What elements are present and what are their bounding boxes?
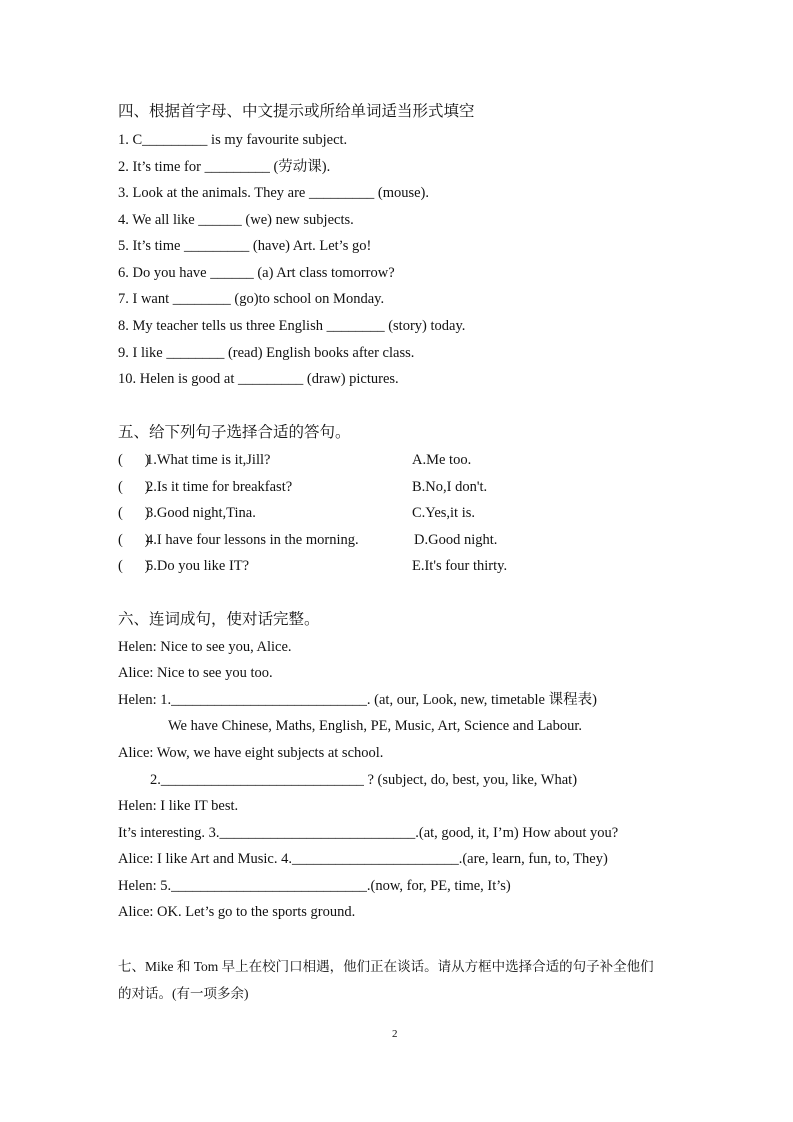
section4-item-9: 9. I like ________ (read) English books after class.: [118, 345, 415, 361]
section7-heading-line2: 的对话。(有一项多余): [118, 986, 249, 1001]
mcq-question-5: 5.Do you like IT?: [146, 558, 250, 574]
answer-bracket: ( ): [118, 505, 150, 521]
dialogue-line-1: Helen: Nice to see you, Alice.: [118, 639, 292, 655]
answer-bracket: ( ): [118, 558, 150, 574]
dialogue-line-5: Alice: Wow, we have eight subjects at school.: [118, 745, 384, 761]
answer-bracket: ( ): [118, 479, 150, 495]
answer-bracket: ( ): [118, 452, 150, 468]
dialogue-line-4: We have Chinese, Maths, English, PE, Music, Art, Science and Labour.: [168, 718, 583, 734]
section4-item-6: 6. Do you have ______ (a) Art class tomorrow?: [118, 265, 395, 281]
mcq-question-3: 3.Good night,Tina.: [146, 505, 256, 521]
section5-heading: 五、给下列句子选择合适的答句。: [118, 424, 351, 441]
page-number: 2: [392, 1028, 398, 1040]
section7-heading-line1: 七、Mike 和 Tom 早上在校门口相遇，他们正在谈话。请从方框中选择合适的句子补全他们: [118, 959, 654, 974]
dialogue-line-3: Helen: 1.___________________________. (at, our, Look, new, timetable 课程表): [118, 692, 597, 708]
section4-item-4: 4. We all like ______ (we) new subjects.: [118, 212, 354, 228]
section4-item-5: 5. It’s time _________ (have) Art. Let’s go!: [118, 238, 372, 254]
mcq-answer-c: C.Yes,it is.: [412, 505, 475, 521]
section4-item-8: 8. My teacher tells us three English ________ (story) today.: [118, 318, 466, 334]
mcq-answer-a: A.Me too.: [412, 452, 472, 468]
section6-heading: 六、连词成句，使对话完整。: [118, 611, 320, 628]
mcq-answer-b: B.No,I don't.: [412, 479, 488, 495]
section4-heading: 四、根据首字母、中文提示或所给单词适当形式填空: [118, 103, 475, 120]
mcq-question-4: 4.I have four lessons in the morning.: [146, 532, 359, 548]
mcq-question-1: 1.What time is it,Jill?: [146, 452, 271, 468]
answer-bracket: ( ): [118, 532, 150, 548]
mcq-answer-e: E.It's four thirty.: [412, 558, 508, 574]
dialogue-line-8: It’s interesting. 3.___________________________.(at, good, it, I’m) How about you?: [118, 825, 619, 841]
dialogue-line-2: Alice: Nice to see you too.: [118, 665, 273, 681]
dialogue-line-9: Alice: I like Art and Music. 4._______________________.(are, learn, fun, to, They): [118, 851, 608, 867]
section4-item-1: 1. C_________ is my favourite subject.: [118, 132, 348, 148]
mcq-question-2: 2.Is it time for breakfast?: [146, 479, 293, 495]
section4-item-2: 2. It’s time for _________ (劳动课).: [118, 159, 331, 175]
dialogue-line-7: Helen: I like IT best.: [118, 798, 239, 814]
section4-item-7: 7. I want ________ (go)to school on Monday.: [118, 291, 385, 307]
section4-item-10: 10. Helen is good at _________ (draw) pictures.: [118, 371, 399, 387]
dialogue-line-11: Alice: OK. Let’s go to the sports ground.: [118, 904, 356, 920]
dialogue-line-6: 2.____________________________ ? (subject, do, best, you, like, What): [150, 772, 578, 788]
mcq-answer-d: D.Good night.: [414, 532, 498, 548]
section4-item-3: 3. Look at the animals. They are _________ (mouse).: [118, 185, 430, 201]
dialogue-line-10: Helen: 5.___________________________.(now, for, PE, time, It’s): [118, 878, 511, 894]
